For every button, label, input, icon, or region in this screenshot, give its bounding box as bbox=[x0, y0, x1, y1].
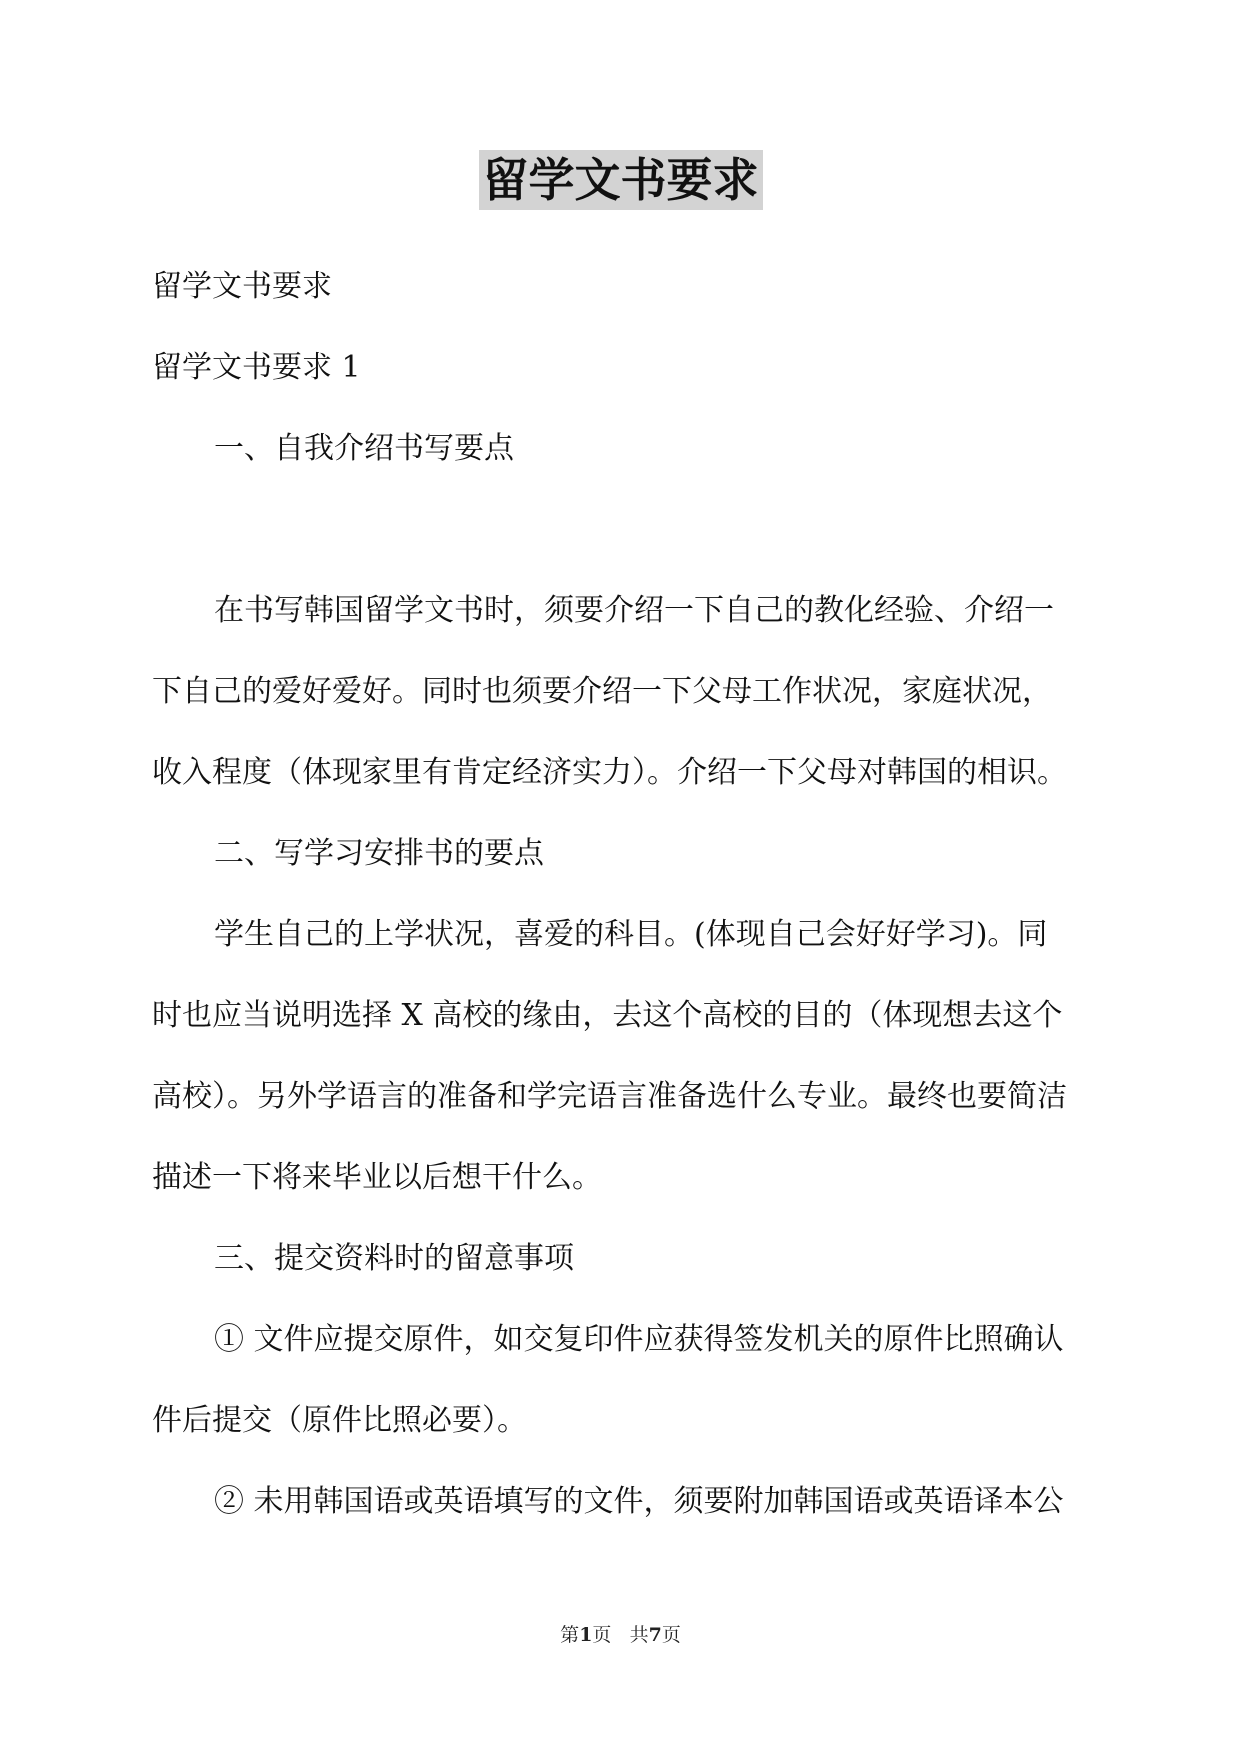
total-suffix: 页 bbox=[661, 1624, 681, 1646]
blank-line bbox=[152, 505, 1092, 586]
document-title: 留学文书要求 bbox=[479, 150, 763, 210]
title-container bbox=[0, 150, 1241, 210]
heading-submission-notes: 三、提交资料时的留意事项 bbox=[214, 1241, 574, 1276]
page-footer bbox=[0, 1622, 1241, 1648]
paragraph-line: 收入程度（体现家里有肯定经济实力）。介绍一下父母对韩国的相识。 bbox=[152, 755, 1067, 790]
heading-self-intro: 一、自我介绍书写要点 bbox=[214, 431, 514, 466]
paragraph-line: ② 未用韩国语或英语填写的文件，须要附加韩国语或英语译本公 bbox=[214, 1484, 1064, 1519]
paragraph-line: 下自己的爱好爱好。同时也须要介绍一下父母工作状况，家庭状况， bbox=[152, 674, 1052, 709]
paragraph-line: 学生自己的上学状况，喜爱的科目。(体现自己会好好学习)。同 bbox=[214, 917, 1048, 952]
heading-study-plan: 二、写学习安排书的要点 bbox=[214, 836, 544, 871]
paragraph-line: 件后提交（原件比照必要）。 bbox=[152, 1403, 527, 1438]
paragraph-line: ① 文件应提交原件，如交复印件应获得签发机关的原件比照确认 bbox=[214, 1322, 1064, 1357]
section-heading-line: 留学文书要求 1 bbox=[152, 350, 361, 385]
paragraph-line: 描述一下将来毕业以后想干什么。 bbox=[152, 1160, 602, 1195]
page-suffix: 页 bbox=[592, 1624, 612, 1646]
page-prefix: 第 bbox=[560, 1624, 580, 1646]
subtitle-line: 留学文书要求 bbox=[152, 269, 332, 304]
paragraph-line: 高校）。另外学语言的准备和学完语言准备选什么专业。最终也要简洁 bbox=[152, 1079, 1067, 1114]
document-body bbox=[152, 262, 1092, 1558]
total-prefix: 共 bbox=[629, 1624, 649, 1646]
paragraph-line: 时也应当说明选择 X 高校的缘由，去这个高校的目的（体现想去这个 bbox=[152, 998, 1063, 1033]
total-pages: 7 bbox=[648, 1624, 662, 1646]
paragraph-line: 在书写韩国留学文书时，须要介绍一下自己的教化经验、介绍一 bbox=[214, 593, 1054, 628]
page-number: 1 bbox=[579, 1624, 593, 1646]
